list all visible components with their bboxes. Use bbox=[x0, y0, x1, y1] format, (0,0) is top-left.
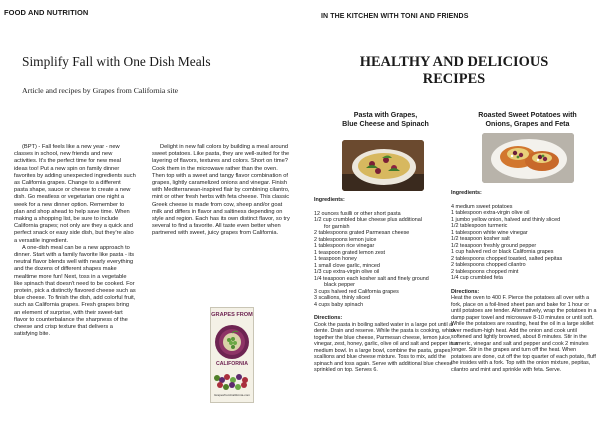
ingredient-item: 1 teaspoon honey bbox=[314, 256, 357, 262]
recipe1-directions: Cook the pasta in boiling salted water in a large pot until al dente. Drain and reserve. While the pasta is cooking, whisk together the blue cheese, Parmesan cheese, lemon juice, vinegar, zest, honey, garlic, olive oil and salt and pepper in a medium bowl. In a large bowl, combine the pasta, grapes, scallions and blue cheese mixture. Toss to mix, add the spinach and toss again. Serve with additional blue cheese sprinkled on top. Serves 6. bbox=[314, 321, 458, 373]
recipe1-photo bbox=[342, 140, 424, 191]
ingredient-item: 3 scallions, thinly sliced bbox=[314, 295, 371, 301]
recipes-headline-line1: HEALTHY AND DELICIOUS bbox=[359, 54, 549, 70]
left-section-label: FOOD AND NUTRITION bbox=[4, 8, 89, 17]
ingredient-item: 1 jumbo yellow onion, halved and thinly sliced bbox=[451, 216, 561, 223]
ingredient-item: 1/4 teaspoon each kosher salt and finely ground bbox=[314, 275, 429, 282]
ingredient-item: 2 tablespoons grated Parmesan cheese bbox=[314, 230, 410, 236]
recipe2-body bbox=[451, 190, 598, 373]
recipe1-title-line1: Pasta with Grapes, bbox=[353, 111, 418, 119]
recipe2-ingredients-label: Ingredients: bbox=[451, 190, 482, 196]
ingredient-item: 1/4 cup crumbled feta bbox=[451, 275, 503, 281]
grapes-from-california-logo bbox=[210, 307, 254, 403]
logo-text-top: GRAPES FROM bbox=[211, 312, 253, 318]
ingredient-item: 1/2 cup crumbled blue cheese plus additional bbox=[314, 217, 422, 223]
recipe2-photo bbox=[482, 133, 574, 183]
right-section-label: IN THE KITCHEN WITH TONI AND FRIENDS bbox=[321, 13, 469, 20]
ingredient-item: for garnish bbox=[324, 223, 350, 230]
logo-graphic bbox=[211, 308, 253, 402]
article-column-1 bbox=[14, 144, 136, 338]
pasta-dish-image bbox=[342, 140, 424, 191]
ingredient-item: 4 medium sweet potatoes bbox=[451, 203, 513, 210]
recipe1-ingredients-list bbox=[314, 211, 462, 309]
logo-text-bottom: CALIFORNIA bbox=[216, 361, 248, 367]
ingredient-item: 1 tablespoon extra-virgin olive oil bbox=[451, 210, 530, 216]
recipe1-title-line2: Blue Cheese and Spinach bbox=[342, 120, 429, 128]
recipe1-title bbox=[318, 111, 453, 129]
ingredient-item: 2 tablespoons lemon juice bbox=[314, 236, 377, 243]
ingredient-item: 1 cup halved red or black California grapes bbox=[451, 249, 554, 255]
article-byline: Article and recipes by Grapes from California site bbox=[22, 86, 179, 95]
ingredient-item: 2 tablespoons chopped cilantro bbox=[451, 262, 526, 268]
recipes-headline bbox=[310, 54, 598, 88]
ingredient-item: 1 teaspoon grated lemon zest bbox=[314, 249, 386, 256]
ingredient-item: 2 tablespoons chopped mint bbox=[451, 268, 519, 275]
recipe2-directions: Heat the oven to 400 F. Pierce the potatoes all over with a fork, place on a foil-lined sheet pan and bake for 1 hour or until potatoes are tender. Alternatively, wrap the potatoes in a damp paper towel and microwave 8-10 minutes or until soft. While the potatoes are roasting, heat the oil in a large skillet over medium-high heat. Add the onion and cook until softened and lightly browned, about 8 minutes. Stir in the turmeric, vinegar and salt and pepper and cook 2 minutes longer. Stir in the grapes and turn off the heat. When potatoes are done, cut off the top quarter of each potato, fluff the insides with a fork. Top with the onion mixture, pepitas, cilantro and mint and sprinkle with feta. Serve. bbox=[451, 295, 597, 373]
ingredient-item: 4 cups baby spinach bbox=[314, 301, 364, 308]
ingredient-item: black pepper bbox=[324, 282, 355, 288]
ingredient-item: 3 cups halved red California grapes bbox=[314, 288, 399, 295]
recipe2-ingredients-list bbox=[451, 204, 598, 282]
ingredient-item: 1 small clove garlic, minced bbox=[314, 262, 380, 269]
ingredient-item: 1/2 teaspoon kosher salt bbox=[451, 236, 510, 242]
recipe1-body bbox=[314, 197, 462, 374]
ingredient-item: 1/3 cup extra-virgin olive oil bbox=[314, 269, 380, 275]
recipe1-ingredients-label: Ingredients: bbox=[314, 197, 345, 203]
article-headline: Simplify Fall with One Dish Meals bbox=[22, 54, 211, 69]
paragraph: A one-dish meal can be a new approach to dinner. Start with a family favorite like pasta - its neutral flavor blends well with nearly everything and the dozens of different shapes make mealtime more fun! Next, toss in a vegetable like spinach that doesn't need to be cooked. For protein, pick a distinctly flavored cheese such as blue cheese. To finish the dish, add colorful fruit, such as California grapes. Fresh grapes bring an element of surprise, with their sweet-tart flavor to counterbalance the sharpness of the cheese and crisp texture that delivers a satisfying bite. bbox=[14, 244, 136, 338]
ingredient-item: 1 tablespoon rice vinegar bbox=[314, 243, 375, 249]
ingredient-item: 2 tablespoons chopped toasted, salted pepitas bbox=[451, 255, 563, 262]
recipe2-title-line2: Onions, Grapes and Feta bbox=[485, 120, 570, 128]
recipes-headline-line2: RECIPES bbox=[422, 71, 486, 87]
ingredient-item: 1/2 teaspoon freshly ground pepper bbox=[451, 242, 537, 249]
recipe2-directions-label: Directions: bbox=[451, 288, 480, 295]
ingredient-item: 12 ounces fusilli or other short pasta bbox=[314, 210, 401, 217]
paragraph: Delight in new fall colors by building a meal around sweet potatoes. Like pasta, they are well-suited for the layering of flavors, textures and colors. Short on time? Cook them in the microwave rather than the oven. Then top with a sweet and tangy flavor combination of grapes, lightly caramelized onions and vinegar. Finish with Mediterranean-inspired flair by combining cilantro, mint or other fresh herbs with feta cheese. This classic Greek cheese is made from cow, sheep and/or goat milk and differs in flavor and saltiness depending on style and region. Each has its own distinct flavor, so try several to find a favorite. All taste even better when partnered with sweet, juicy grapes from California. bbox=[152, 144, 290, 237]
recipe2-title bbox=[455, 111, 600, 129]
ingredient-item: 1 tablespoon white wine vinegar bbox=[451, 229, 528, 236]
recipe2-title-line1: Roasted Sweet Potatoes with bbox=[478, 111, 577, 119]
logo-url: GrapesfromCalifornia.com bbox=[213, 393, 251, 397]
ingredient-item: 1/2 tablespoon turmeric bbox=[451, 223, 508, 229]
sweet-potato-dish-image bbox=[482, 133, 574, 183]
recipe1-directions-label: Directions: bbox=[314, 315, 343, 321]
paragraph: (BPT) - Fall feels like a new year - new classes in school, new friends and new activities. It's the perfect time for new meal ideas too! Put a new spin on family dinner favorites by adding unexpected ingredients such as California grapes. Change to a different pasta shape, sauce or cheese to create a new dish. Go meatless or vegetarian one night a week for a new dinner option. Remember to plan and shop ahead to help save time. When making a shopping list, be sure to include California grapes; not only are they a quick and perfect snack or easy side dish, but they're also a versatile ingredient. bbox=[14, 144, 136, 244]
article-column-2 bbox=[152, 144, 292, 238]
